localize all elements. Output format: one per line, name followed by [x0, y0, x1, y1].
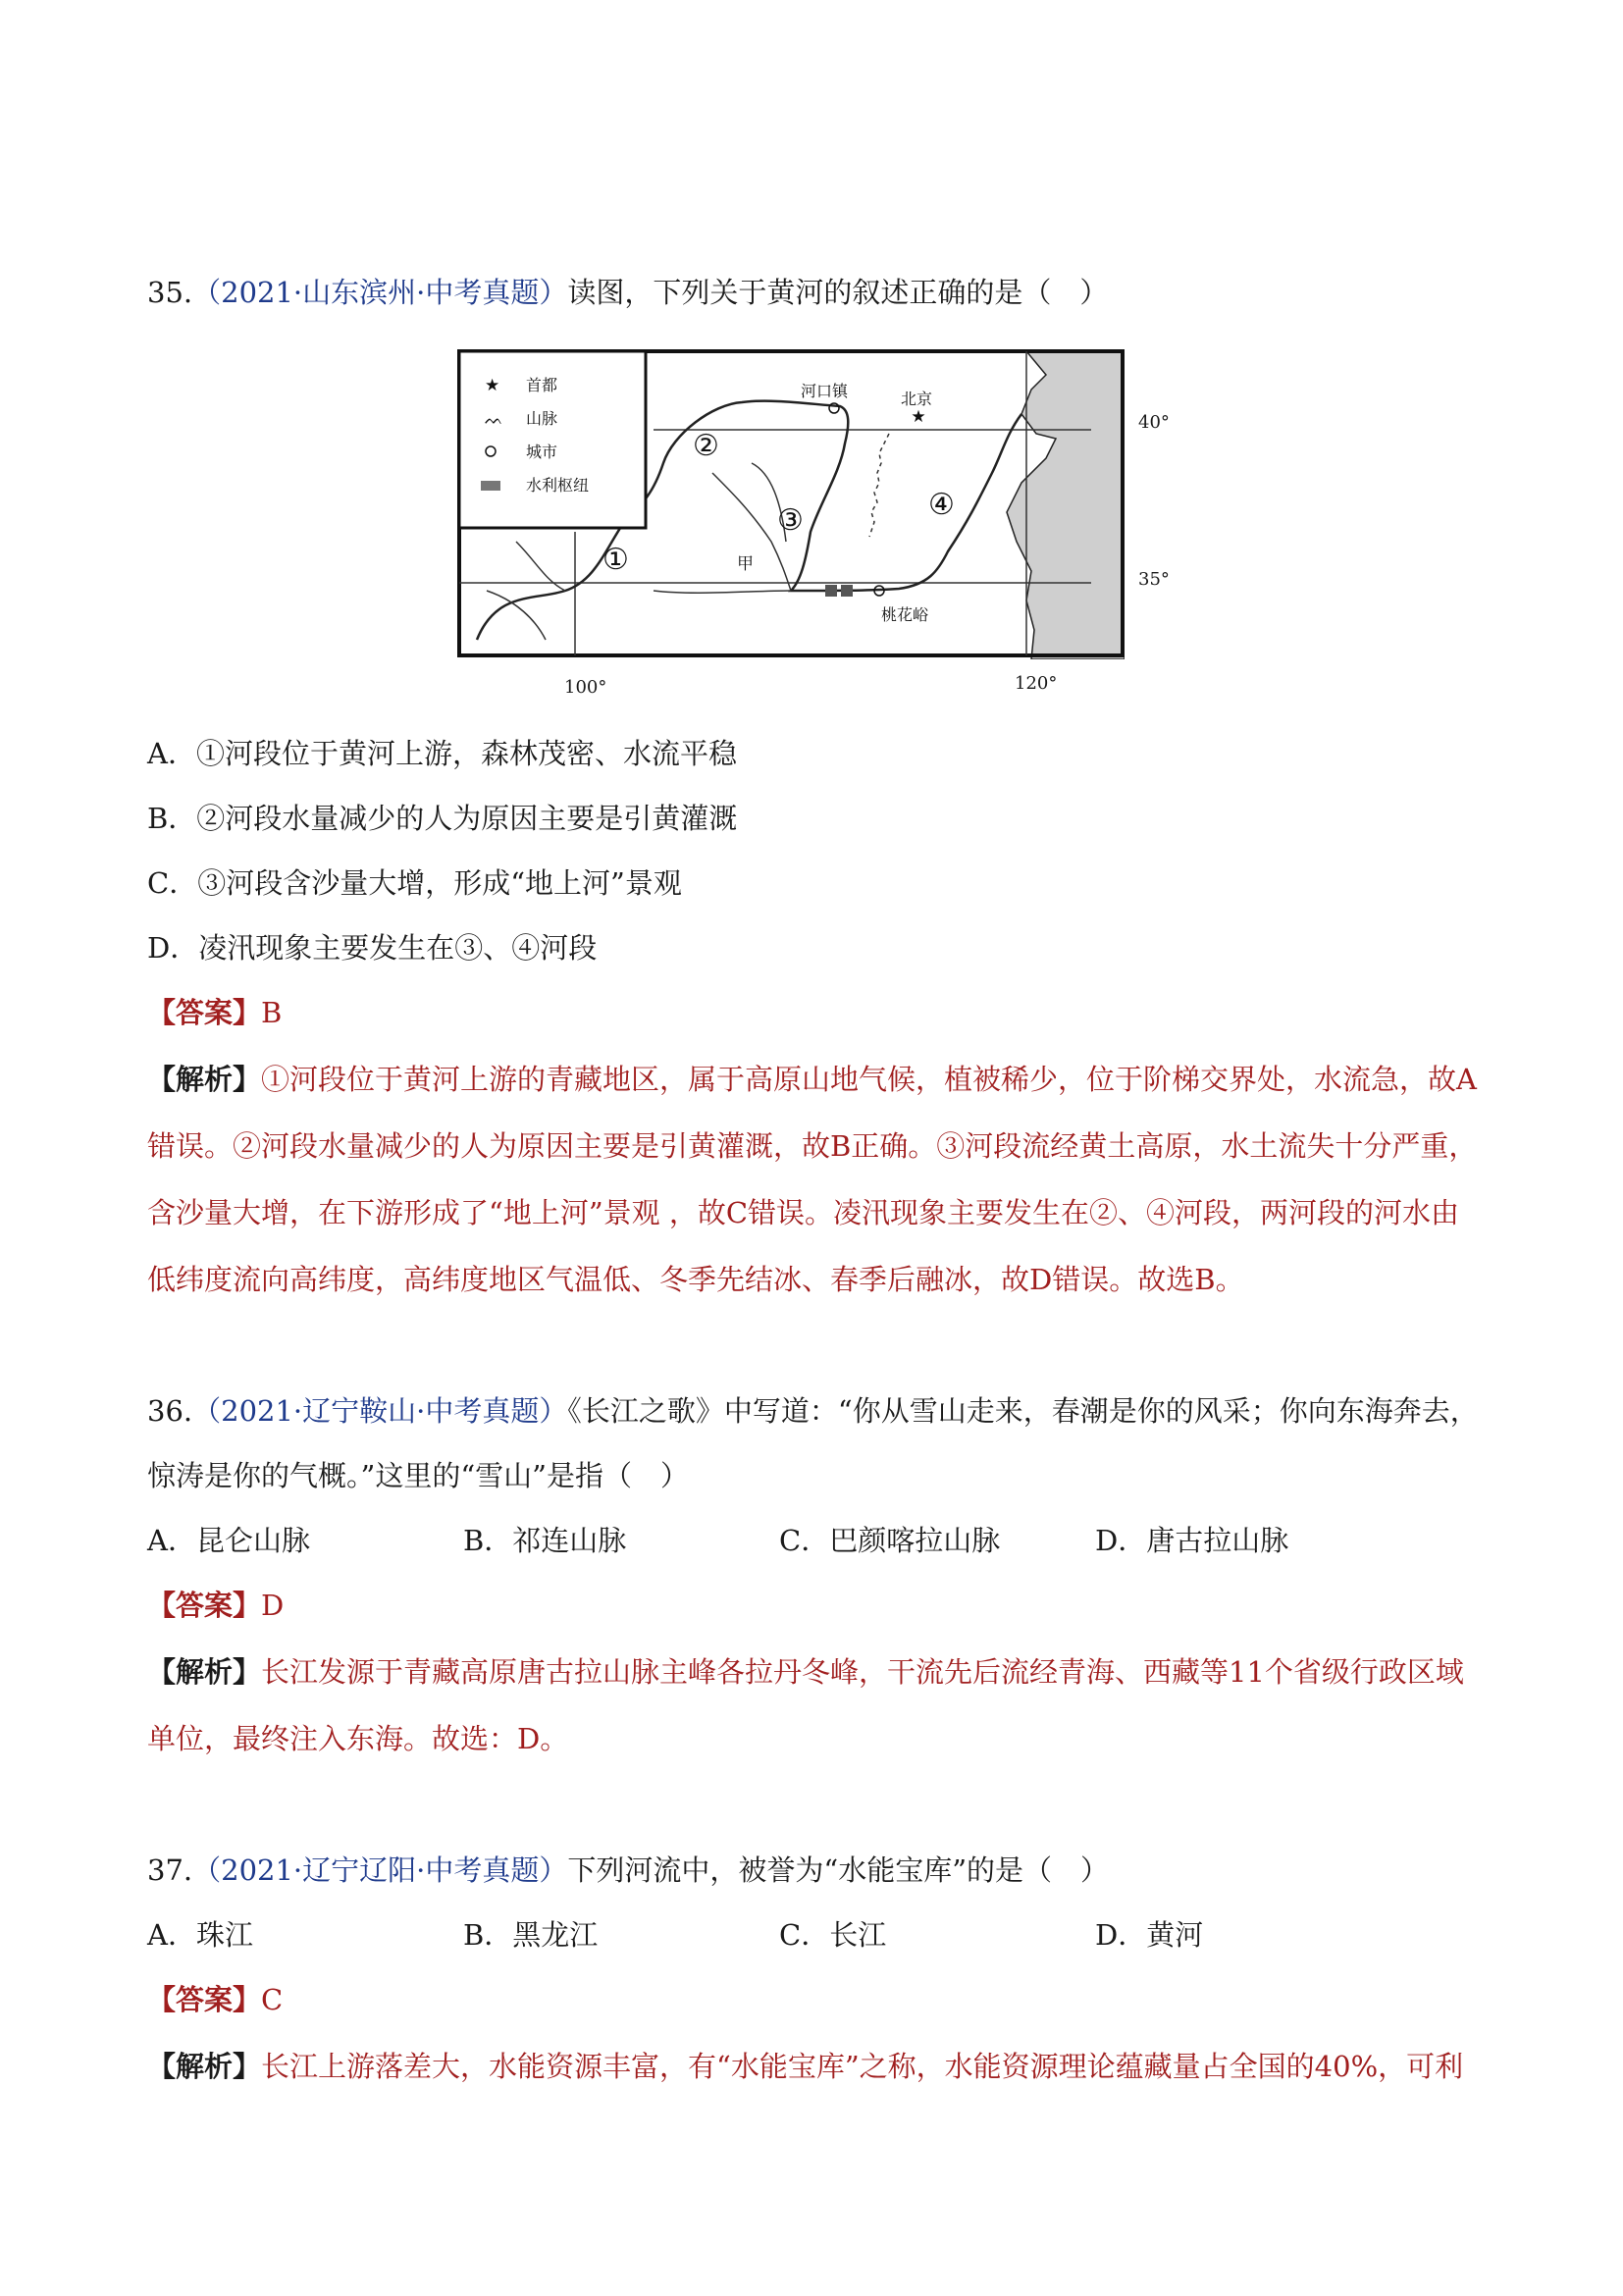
label-jia: 甲 [737, 554, 754, 574]
q35-analysis-text-1: ①河段位于黄河上游的青藏地区，属于高原山地气候，植被稀少，位于阶梯交界处，水流急，故A [261, 1063, 1477, 1096]
q35-option-b: B．②河段水量减少的人为原因主要是引黄灌溉 [147, 802, 738, 835]
q36-analysis-text-1: 长江发源于青藏高原唐古拉山脉主峰各拉丹冬峰，干流先后流经青海、西藏等11个省级行政区域 [261, 1655, 1464, 1689]
q36-option-d: D．唐古拉山脉 [1095, 1524, 1289, 1557]
q36-stem-line-2: 惊涛是你的气概。”这里的“雪山”是指（ ） [147, 1459, 689, 1492]
label-segment-2: ② [693, 429, 719, 463]
q36-answer-label: 【答案】 [147, 1589, 262, 1622]
label-segment-3: ③ [777, 503, 804, 538]
q36-analysis-line-1 [147, 1652, 1464, 1692]
q37-option-d: D．黄河 [1095, 1918, 1204, 1952]
q37-source: （2021·辽宁辽阳·中考真题） [192, 1853, 568, 1887]
q37-stem: 下列河流中，被誉为“水能宝库”的是（ ） [567, 1853, 1110, 1887]
q35-analysis-line-2: 错误。②河段水量减少的人为原因主要是引黄灌溉，故B正确。③河段流经黄土高原，水土流失十分严重， [147, 1129, 1478, 1163]
q35-option-c: C．③河段含沙量大增，形成“地上河”景观 [147, 866, 682, 900]
q35-answer-line [147, 993, 282, 1032]
tributary-5 [487, 591, 546, 640]
q37-analysis-text-1: 长江上游落差大，水能资源丰富，有“水能宝库”之称，水能资源理论蕴藏量占全国的40%，可利 [261, 2050, 1464, 2083]
q37-answer-line [147, 1980, 283, 2019]
dam-icon [841, 585, 853, 597]
q37-analysis-label: 【解析】 [147, 2050, 262, 2083]
q35-option-a: A．①河段位于黄河上游，森林茂密、水流平稳 [147, 737, 737, 770]
q37-number: 37. [147, 1853, 193, 1887]
q35-analysis-line-1 [147, 1060, 1477, 1099]
q35-stem: 读图，下列关于黄河的叙述正确的是（ ） [567, 276, 1109, 309]
label-taohuayu: 桃花峪 [881, 605, 929, 624]
legend-star-icon: ★ [485, 376, 500, 395]
lon100-label: 100° [564, 677, 607, 698]
q36-number: 36. [147, 1394, 193, 1428]
q36-option-b: B．祁连山脉 [463, 1524, 627, 1557]
q37-option-a: A．珠江 [147, 1918, 253, 1952]
q36-answer-line [147, 1586, 284, 1625]
q36-stem-1: 《长江之歌》中写道：“你从雪山走来，春潮是你的风采；你向东海奔去， [567, 1394, 1479, 1428]
dam-icon [825, 585, 837, 597]
q35-analysis-line-3: 含沙量大增，在下游形成了“地上河”景观 ，故C错误。凌汛现象主要发生在②、④河段，两河段的河水由 [147, 1196, 1460, 1229]
legend-mountain-icon: ᨓ [485, 409, 504, 428]
q37-answer-value: C [261, 1983, 284, 2016]
q35-source: （2021·山东滨州·中考真题） [192, 276, 568, 309]
mountain-chain [869, 434, 889, 537]
yellow-river-map-svg [457, 345, 1125, 659]
q35-number: 35. [147, 276, 193, 309]
legend-dam-icon [481, 481, 500, 491]
label-hekouzhen: 河口镇 [801, 382, 849, 400]
q37-option-c: C．长江 [779, 1918, 887, 1952]
q37-analysis-line-1 [147, 2047, 1463, 2086]
q35-answer-value: B [261, 996, 283, 1029]
sea-area [1007, 351, 1125, 659]
lat40-label: 40° [1138, 412, 1170, 433]
q37-stem-line [147, 1851, 1109, 1890]
q37-answer-label: 【答案】 [147, 1983, 262, 2016]
legend-dam-label: 水利枢纽 [526, 476, 590, 495]
q36-source: （2021·辽宁鞍山·中考真题） [192, 1394, 568, 1428]
label-beijing: 北京 [901, 390, 933, 408]
yellow-river-map [457, 345, 1125, 659]
legend-mountain-label: 山脉 [526, 409, 558, 428]
legend-city-label: 城市 [526, 443, 558, 461]
q37-option-b: B．黑龙江 [463, 1918, 599, 1952]
lat35-label: 35° [1138, 569, 1170, 590]
tributary-3 [654, 591, 791, 593]
q36-option-a: A．昆仑山脉 [147, 1524, 310, 1557]
label-segment-1: ① [602, 543, 629, 577]
q36-analysis-line-2: 单位，最终注入东海。故选：D。 [147, 1722, 569, 1755]
q36-answer-value: D [261, 1589, 285, 1622]
q36-analysis-label: 【解析】 [147, 1655, 262, 1689]
label-segment-4: ④ [928, 488, 955, 522]
q35-answer-label: 【答案】 [147, 996, 262, 1029]
q36-stem-line-1 [147, 1391, 1479, 1431]
q35-analysis-label: 【解析】 [147, 1063, 262, 1096]
q35-analysis-line-4: 低纬度流向高纬度，高纬度地区气温低、冬季先结冰、春季后融冰，故D错误。故选B。 [147, 1263, 1244, 1296]
q35-option-d: D．凌汛现象主要发生在③、④河段 [147, 931, 598, 965]
q36-option-c: C．巴颜喀拉山脉 [779, 1524, 1001, 1557]
lon120-label: 120° [1015, 673, 1058, 694]
legend-capital-label: 首都 [526, 376, 558, 394]
capital-star-icon: ★ [911, 407, 926, 427]
q35-stem-line [147, 273, 1108, 312]
